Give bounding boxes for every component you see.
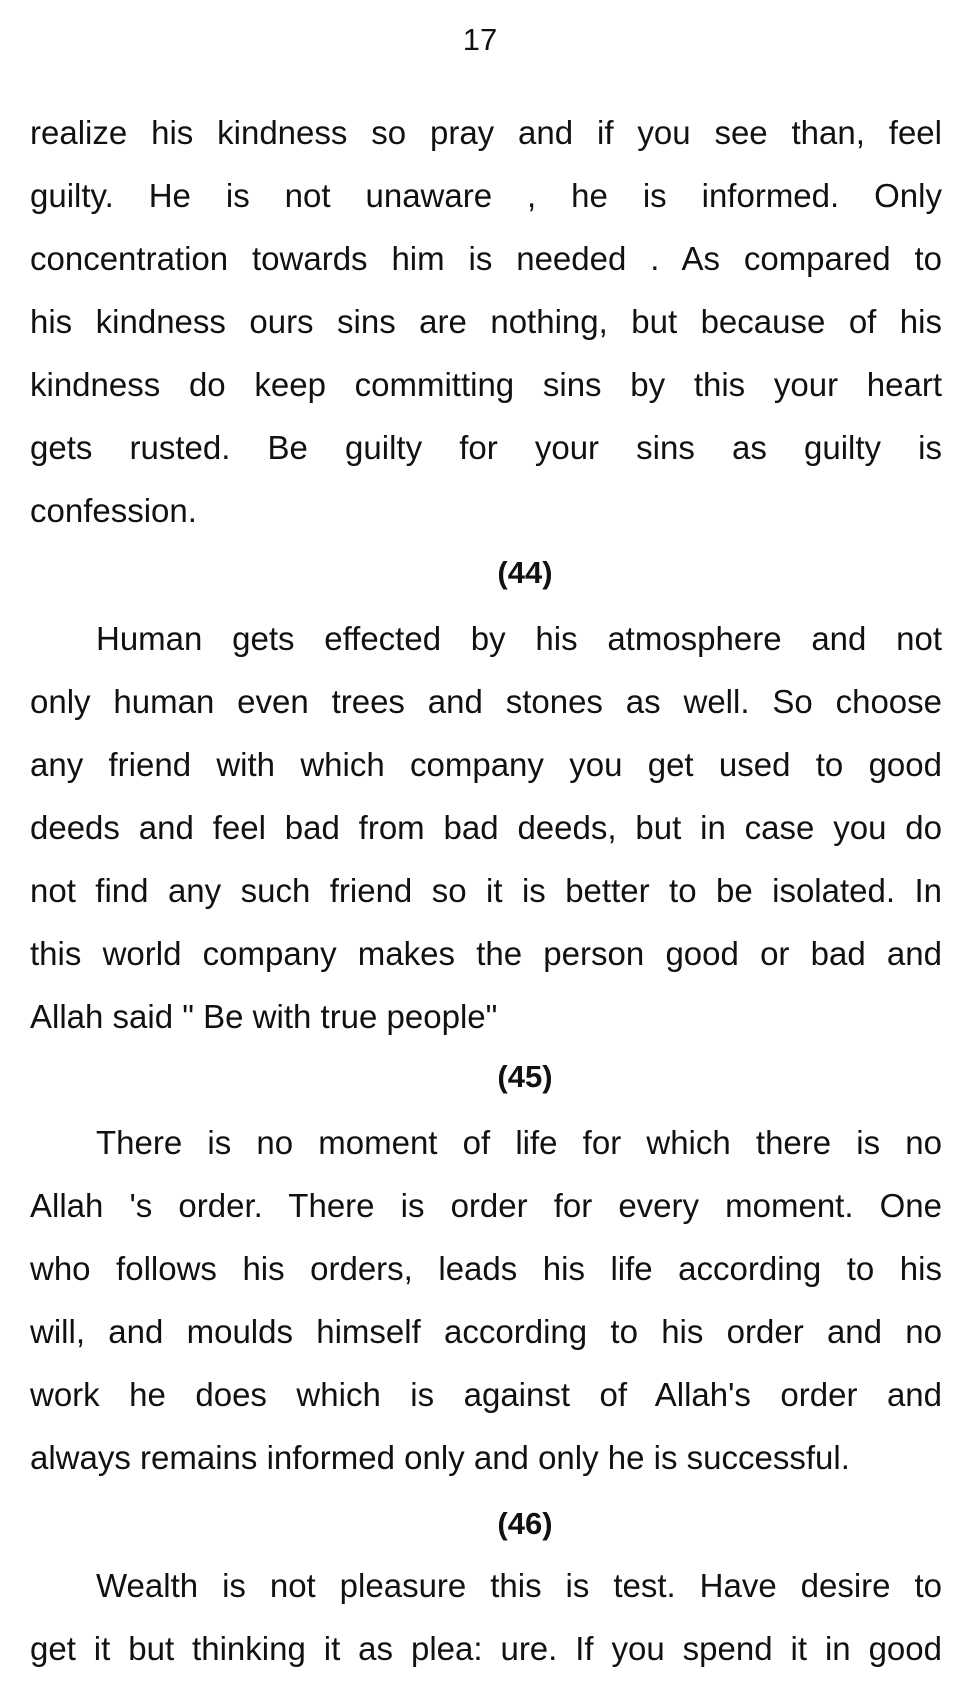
paragraph-44 [30, 607, 942, 1048]
text-line: his kindness ours sins are nothing, but because of his [30, 303, 942, 340]
text-line: will, and moulds himself according to his order and no [30, 1313, 942, 1350]
text-line: who follows his orders, leads his life according to his [30, 1250, 942, 1287]
text-line: Allah said " Be with true people" [30, 998, 498, 1035]
text-line: confession. [30, 492, 197, 529]
text-line: Wealth is not pleasure this is test. Have desire to [96, 1567, 942, 1604]
page-number: 17 [462, 22, 498, 57]
paragraph-46 [30, 1554, 942, 1680]
text-line: gets rusted. Be guilty for your sins as guilty is [30, 429, 942, 466]
text-line: concentration towards him is needed . As compared to [30, 240, 942, 277]
section-heading-44: (44) [497, 555, 553, 590]
text-line: deeds and feel bad from bad deeds, but in case you do [30, 809, 942, 846]
text-line: any friend with which company you get used to good [30, 746, 942, 783]
text-line: guilty. He is not unaware , he is informed. Only [30, 177, 942, 214]
text-line: not find any such friend so it is better to be isolated. In [30, 872, 942, 909]
text-line: this world company makes the person good or bad and [30, 935, 942, 972]
text-line: kindness do keep committing sins by this your heart [30, 366, 942, 403]
text-line: Allah 's order. There is order for every moment. One [30, 1187, 942, 1224]
text-line: only human even trees and stones as well. So choose [30, 683, 942, 720]
text-line: realize his kindness so pray and if you see than, feel [30, 114, 942, 151]
text-line: There is no moment of life for which there is no [96, 1124, 942, 1161]
section-heading-45: (45) [497, 1059, 553, 1094]
paragraph-continuation [30, 101, 942, 542]
text-line: get it but thinking it as plea: ure. If you spend it in good [30, 1630, 942, 1667]
text-line: work he does which is against of Allah's order and [30, 1376, 942, 1413]
paragraph-45 [30, 1111, 942, 1489]
section-heading-46: (46) [497, 1506, 553, 1541]
text-line: Human gets effected by his atmosphere and not [96, 620, 942, 657]
text-line: always remains informed only and only he is successful. [30, 1439, 850, 1476]
